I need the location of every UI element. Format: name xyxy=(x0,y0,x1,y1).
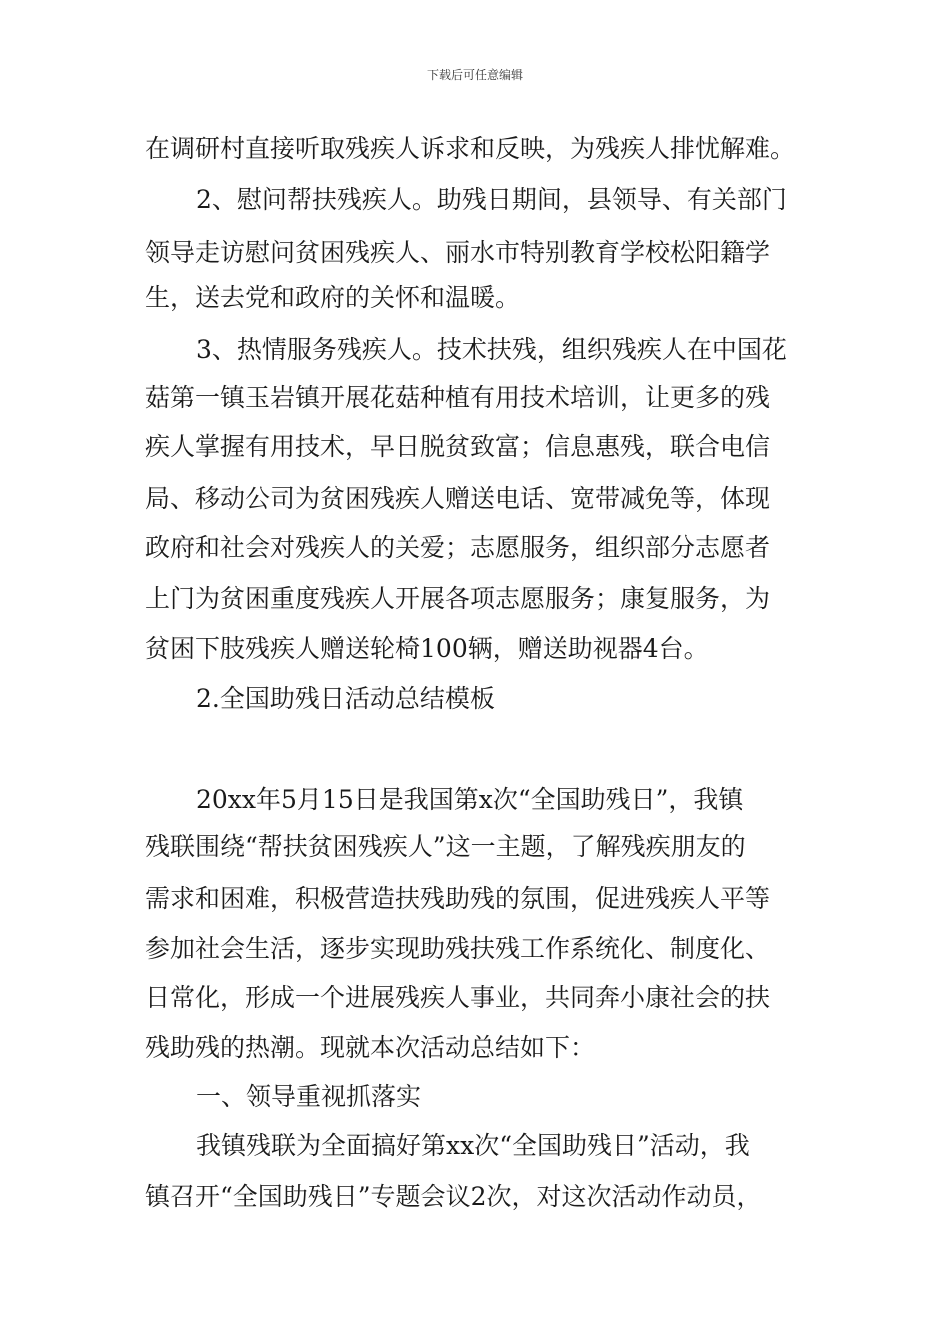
text-line: 20xx年5月15日是我国第x次“全国助残日”，我镇 xyxy=(196,785,744,814)
text-line: 生，送去党和政府的关怀和温暖。 xyxy=(145,283,521,312)
page-header: 下载后可任意编辑 xyxy=(426,68,523,82)
text-line: 3、热情服务残疾人。技术扶残，组织残疾人在中国花 xyxy=(196,335,787,364)
text-line: 政府和社会对残疾人的关爱；志愿服务，组织部分志愿者 xyxy=(145,533,771,562)
text-line: 残助残的热潮。现就本次活动总结如下： xyxy=(145,1033,596,1062)
text-line: 领导走访慰问贫困残疾人、丽水市特别教育学校松阳籍学 xyxy=(145,238,771,267)
text-line: 菇第一镇玉岩镇开展花菇种植有用技术培训，让更多的残 xyxy=(145,383,771,412)
section-heading: 2.全国助残日活动总结模板 xyxy=(196,684,495,713)
text-line: 我镇残联为全面搞好第xx次“全国助残日”活动，我 xyxy=(196,1131,750,1160)
text-line: 参加社会生活，逐步实现助残扶残工作系统化、制度化、 xyxy=(145,934,771,963)
text-line: 2、慰问帮扶残疾人。助残日期间，县领导、有关部门 xyxy=(196,185,787,214)
text-line: 在调研村直接听取残疾人诉求和反映，为残疾人排忧解难。 xyxy=(145,134,796,163)
text-line: 疾人掌握有用技术，早日脱贫致富；信息惠残，联合电信 xyxy=(145,432,771,461)
text-line: 日常化，形成一个进展残疾人事业，共同奔小康社会的扶 xyxy=(145,983,771,1012)
text-line: 上门为贫困重度残疾人开展各项志愿服务；康复服务，为 xyxy=(145,584,771,613)
text-line: 镇召开“全国助残日”专题会议2次，对这次活动作动员， xyxy=(145,1182,762,1211)
text-line: 需求和困难，积极营造扶残助残的氛围，促进残疾人平等 xyxy=(145,884,771,913)
text-line: 残联围绕“帮扶贫困残疾人”这一主题，了解残疾朋友的 xyxy=(145,832,746,861)
text-line: 局、移动公司为贫困残疾人赠送电话、宽带减免等，体现 xyxy=(145,484,771,513)
subsection-heading: 一、领导重视抓落实 xyxy=(196,1082,422,1111)
text-line: 贫困下肢残疾人赠送轮椅100辆，赠送助视器4台。 xyxy=(145,634,709,663)
